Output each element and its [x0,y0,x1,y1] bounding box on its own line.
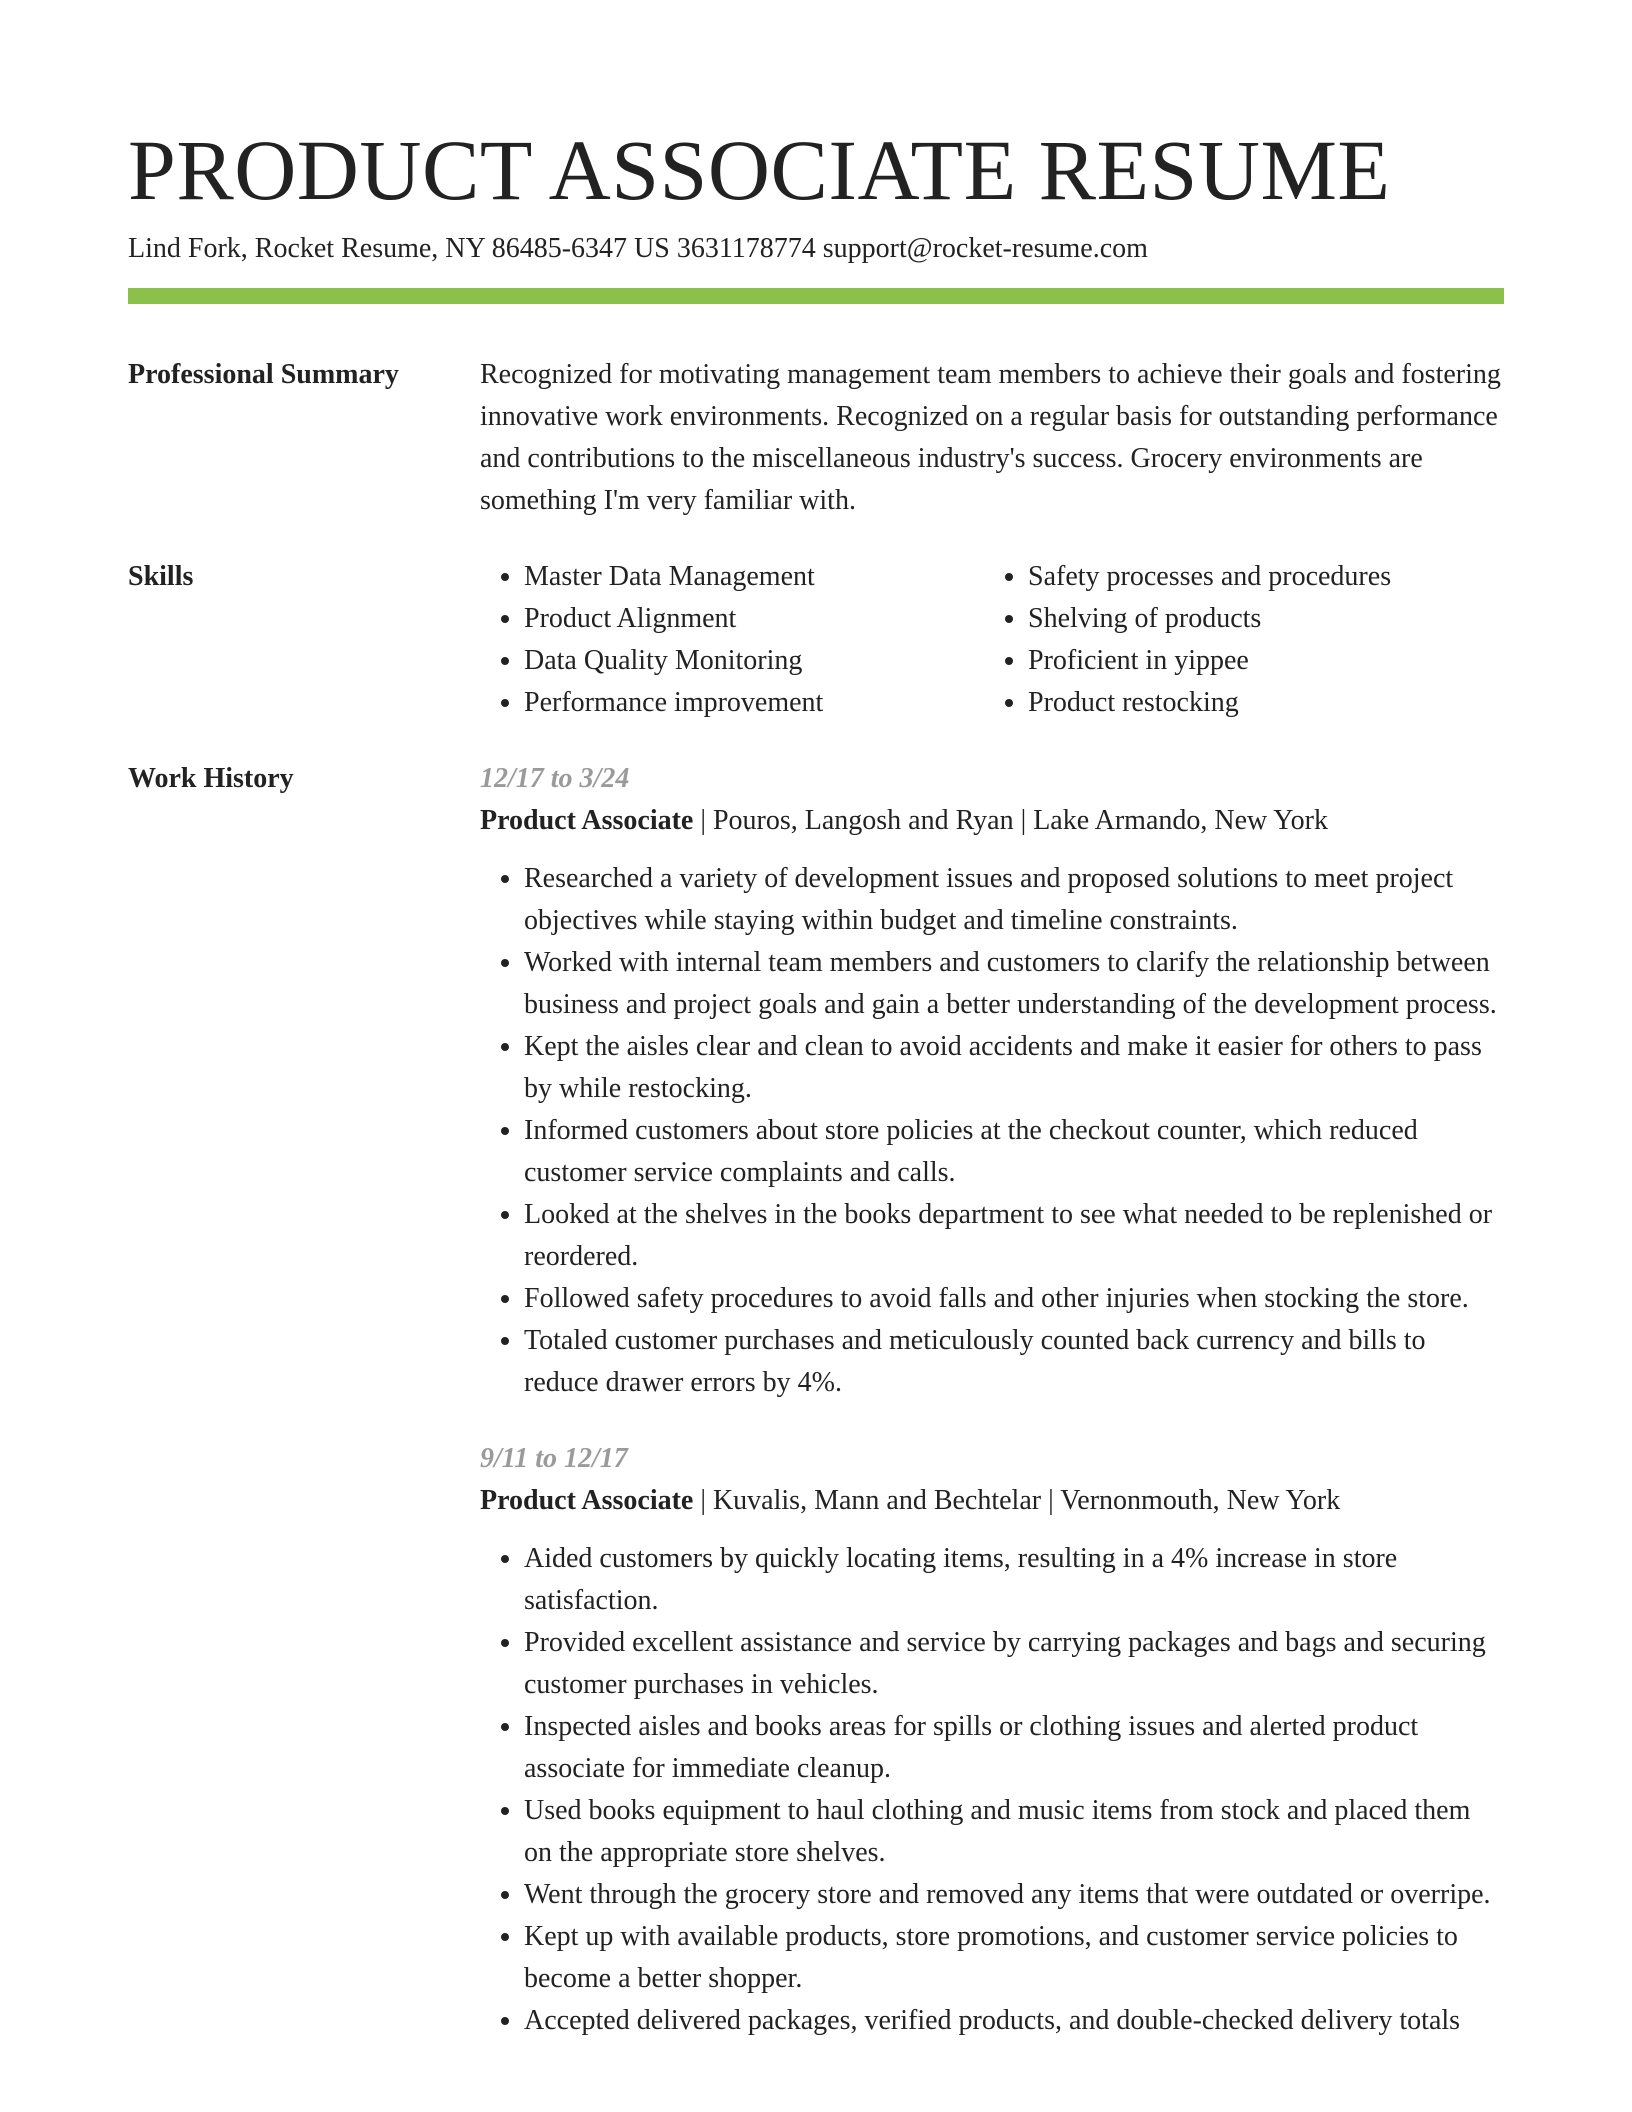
job-bullets [480,1538,1504,2042]
job-dates: 9/11 to 12/17 [480,1443,628,1474]
job-title: Product Associate [480,1485,694,1516]
summary-text: Recognized for motivating management team members to achieve their goals and fostering innovative work environments. Recognized on a regular basis for outstanding performance and contributions to the miscellaneous industry's success. Grocery environments are something I'm very familiar with. [480,359,1501,516]
job-bullet: • Provided excellent assistance and service by carrying packages and bags and securing customer purchases in vehicles. [524,1622,1504,1706]
skill-item: • Performance improvement [524,682,984,724]
skill-item: • Safety processes and procedures [1028,556,1391,598]
accent-divider [128,288,1504,304]
job-bullet: • Looked at the shelves in the books department to see what needed to be replenished or reordered. [524,1194,1504,1278]
skill-item: • Product Alignment [524,598,984,640]
contact-line: Lind Fork, Rocket Resume, NY 86485-6347 US 3631178774 support@rocket-resume.com [128,233,1148,264]
job-title: Product Associate [480,805,694,836]
skill-item: • Data Quality Monitoring [524,640,984,682]
job-bullet: • Used books equipment to haul clothing and music items from stock and placed them on the appropriate store shelves. [524,1790,1504,1874]
job-bullet: • Researched a variety of development issues and proposed solutions to meet project objectives while staying within budget and timeline constraints. [524,858,1504,942]
job-bullet: • Aided customers by quickly locating items, resulting in a 4% increase in store satisfaction. [524,1538,1504,1622]
job-bullet: • Kept up with available products, store promotions, and customer service policies to become a better shopper. [524,1916,1504,2000]
skill-item: • Master Data Management [524,556,984,598]
job-title-line [480,1480,1504,1522]
work-history-section [128,758,1504,2042]
skills-list-left [480,556,984,724]
job-bullet: • Went through the grocery store and removed any items that were outdated or overripe. [524,1874,1504,1916]
job-bullets [480,858,1504,1404]
skill-item: • Product restocking [1028,682,1391,724]
section-label: Professional Summary [128,359,399,390]
job-dates: 12/17 to 3/24 [480,763,630,794]
resume-page [128,0,1504,2042]
job-bullet: • Accepted delivered packages, verified products, and double-checked delivery totals [524,2000,1504,2042]
skill-item: • Shelving of products [1028,598,1391,640]
job-entry [480,1438,1504,2042]
job-bullet: • Kept the aisles clear and clean to avoid accidents and make it easier for others to pass by while restocking. [524,1026,1504,1110]
job-bullet: • Totaled customer purchases and meticulously counted back currency and bills to reduce drawer errors by 4%. [524,1320,1504,1404]
section-label: Skills [128,561,194,592]
job-bullet: • Informed customers about store policies at the checkout counter, which reduced customer service complaints and calls. [524,1110,1504,1194]
job-employer: | Pouros, Langosh and Ryan | Lake Armando, New York [693,805,1328,836]
skills-section [128,556,1504,724]
resume-title: PRODUCT ASSOCIATE RESUME [128,122,1391,218]
skill-item: • Proficient in yippee [1028,640,1391,682]
summary-section [128,354,1504,522]
job-bullet: • Worked with internal team members and customers to clarify the relationship between business and project goals and gain a better understanding of the development process. [524,942,1504,1026]
job-entry [480,758,1504,1404]
job-employer: | Kuvalis, Mann and Bechtelar | Vernonmouth, New York [693,1485,1341,1516]
job-title-line [480,800,1504,842]
skills-list-right [984,556,1391,724]
section-label: Work History [128,763,294,794]
job-bullet: • Inspected aisles and books areas for spills or clothing issues and alerted product associate for immediate cleanup. [524,1706,1504,1790]
job-bullet: • Followed safety procedures to avoid falls and other injuries when stocking the store. [524,1278,1504,1320]
